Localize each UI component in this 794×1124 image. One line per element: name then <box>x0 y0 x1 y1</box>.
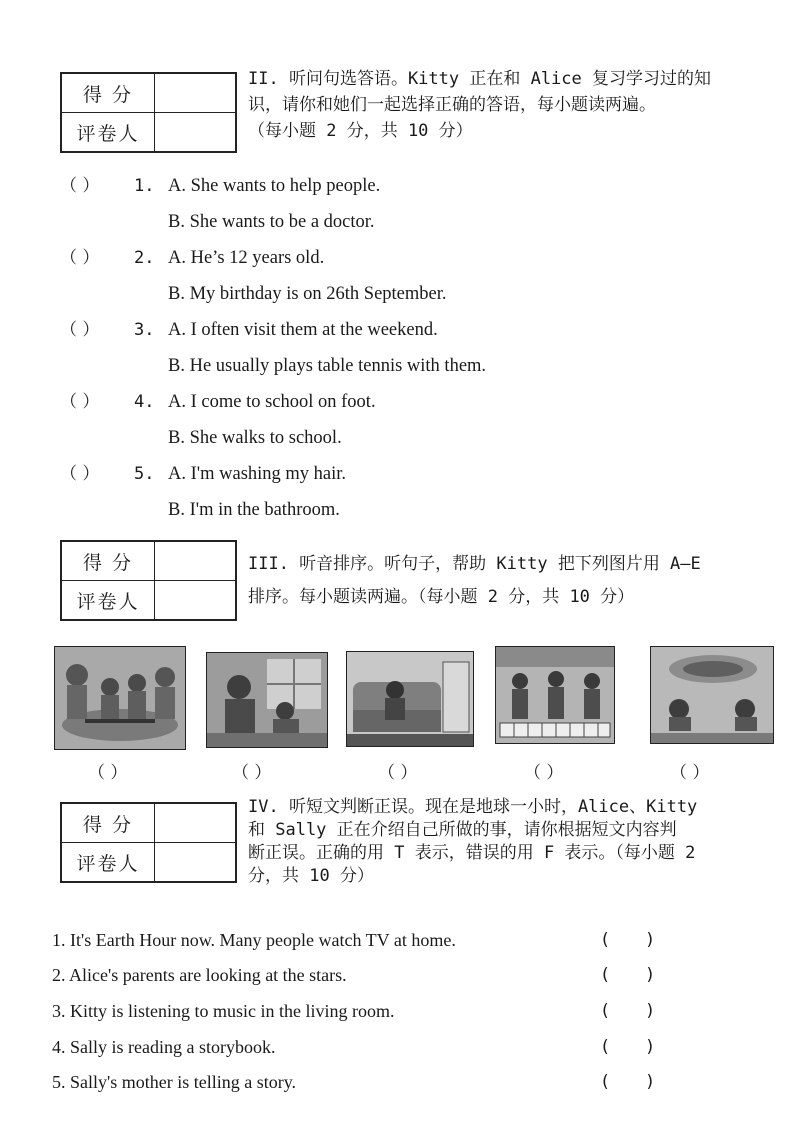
statement-4-answer-blank[interactable]: ( ) <box>602 1037 654 1057</box>
section-4-instruction-line-3: 断正误。正确的用 T 表示，错误的用 F 表示。（每小题 2 <box>248 843 696 863</box>
score-label: 得 分 <box>61 73 155 113</box>
question-number: 3. <box>134 320 155 340</box>
question-number: 5. <box>134 464 155 484</box>
question-2-option-b: B. My birthday is on 26th September. <box>168 284 447 304</box>
girl-on-sofa-picture <box>346 651 474 747</box>
answer-blank[interactable]: （ ） <box>60 320 100 340</box>
musician-on-stage-picture <box>495 646 615 744</box>
section-4-instruction-line-4: 分，共 10 分） <box>248 866 374 886</box>
statement-5: 5. Sally's mother is telling a story. <box>52 1072 297 1092</box>
picture-3-answer-blank[interactable]: （ ） <box>378 763 418 783</box>
picture-2-answer-blank[interactable]: （ ） <box>232 763 272 783</box>
question-3-option-b: B. He usually plays table tennis with them. <box>168 356 487 376</box>
section-4-instruction-line-2: 和 Sally 正在介绍自己所做的事，请你根据短文内容判 <box>248 820 677 840</box>
statement-4: 4. Sally is reading a storybook. <box>52 1037 276 1057</box>
grader-field[interactable] <box>155 843 237 883</box>
question-5-option-a <box>60 456 346 492</box>
section-2-instructions <box>248 66 778 144</box>
section-3-instruction-line-2: 排序。每小题读两遍。（每小题 2 分，共 10 分） <box>248 587 635 607</box>
score-field[interactable] <box>155 803 237 843</box>
section-2-instruction-line-3: （每小题 2 分，共 10 分） <box>248 121 473 141</box>
statement-3-answer-blank[interactable]: ( ) <box>602 1001 654 1021</box>
score-box-section-4 <box>60 802 237 883</box>
section-2-instruction-line-2: 识，请你和她们一起选择正确的答语，每小题读两遍。 <box>248 95 656 115</box>
score-label: 得 分 <box>61 541 155 581</box>
question-1-option-b: B. She wants to be a doctor. <box>168 212 375 232</box>
question-number: 4. <box>134 392 155 412</box>
question-4-option-b: B. She walks to school. <box>168 428 342 448</box>
picture-5-answer-blank[interactable]: （ ） <box>670 763 710 783</box>
statement-1: 1. It's Earth Hour now. Many people watch TV at home. <box>52 930 456 950</box>
score-box-section-3 <box>60 540 237 621</box>
people-in-room-picture <box>206 652 328 748</box>
score-field[interactable] <box>155 73 237 113</box>
option-a-text: A. She wants to help people. <box>168 176 381 196</box>
question-4-option-a <box>60 384 376 420</box>
question-number: 2. <box>134 248 155 268</box>
question-5-option-b: B. I'm in the bathroom. <box>168 500 340 520</box>
answer-blank[interactable]: （ ） <box>60 248 100 268</box>
section-3-instructions <box>248 548 778 614</box>
grader-label: 评卷人 <box>61 843 155 883</box>
statement-2-answer-blank[interactable]: ( ) <box>602 965 654 985</box>
option-a-text: A. I come to school on foot. <box>168 392 376 412</box>
grader-field[interactable] <box>155 581 237 621</box>
answer-blank[interactable]: （ ） <box>60 176 100 196</box>
section-3-instruction-line-1: III. 听音排序。听句子，帮助 Kitty 把下列图片用 A—E <box>248 554 701 574</box>
grader-label: 评卷人 <box>61 581 155 621</box>
answer-blank[interactable]: （ ） <box>60 392 100 412</box>
statement-3: 3. Kitty is listening to music in the living room. <box>52 1001 395 1021</box>
option-a-text: A. He’s 12 years old. <box>168 248 325 268</box>
statement-2: 2. Alice's parents are looking at the stars. <box>52 965 347 985</box>
picture-1-answer-blank[interactable]: （ ） <box>88 763 128 783</box>
score-box-section-2 <box>60 72 237 153</box>
score-field[interactable] <box>155 541 237 581</box>
section-4-instruction-line-1: IV. 听短文判断正误。现在是地球一小时，Alice、Kitty <box>248 797 698 817</box>
grader-label: 评卷人 <box>61 113 155 153</box>
question-1-option-a <box>60 168 380 204</box>
statement-1-answer-blank[interactable]: ( ) <box>602 930 654 950</box>
question-3-option-a <box>60 312 438 348</box>
section-2-instruction-line-1: II. 听问句选答语。Kitty 正在和 Alice 复习学习过的知 <box>248 69 711 89</box>
family-at-table-picture <box>54 646 186 750</box>
statement-5-answer-blank[interactable]: ( ) <box>602 1072 654 1092</box>
question-2-option-a <box>60 240 324 276</box>
score-label: 得 分 <box>61 803 155 843</box>
question-number: 1. <box>134 176 155 196</box>
option-a-text: A. I often visit them at the weekend. <box>168 320 438 340</box>
option-a-text: A. I'm washing my hair. <box>168 464 347 484</box>
animals-in-cartoon-picture <box>650 646 774 744</box>
picture-4-answer-blank[interactable]: （ ） <box>524 763 564 783</box>
answer-blank[interactable]: （ ） <box>60 464 100 484</box>
grader-field[interactable] <box>155 113 237 153</box>
section-4-instructions <box>248 796 778 888</box>
